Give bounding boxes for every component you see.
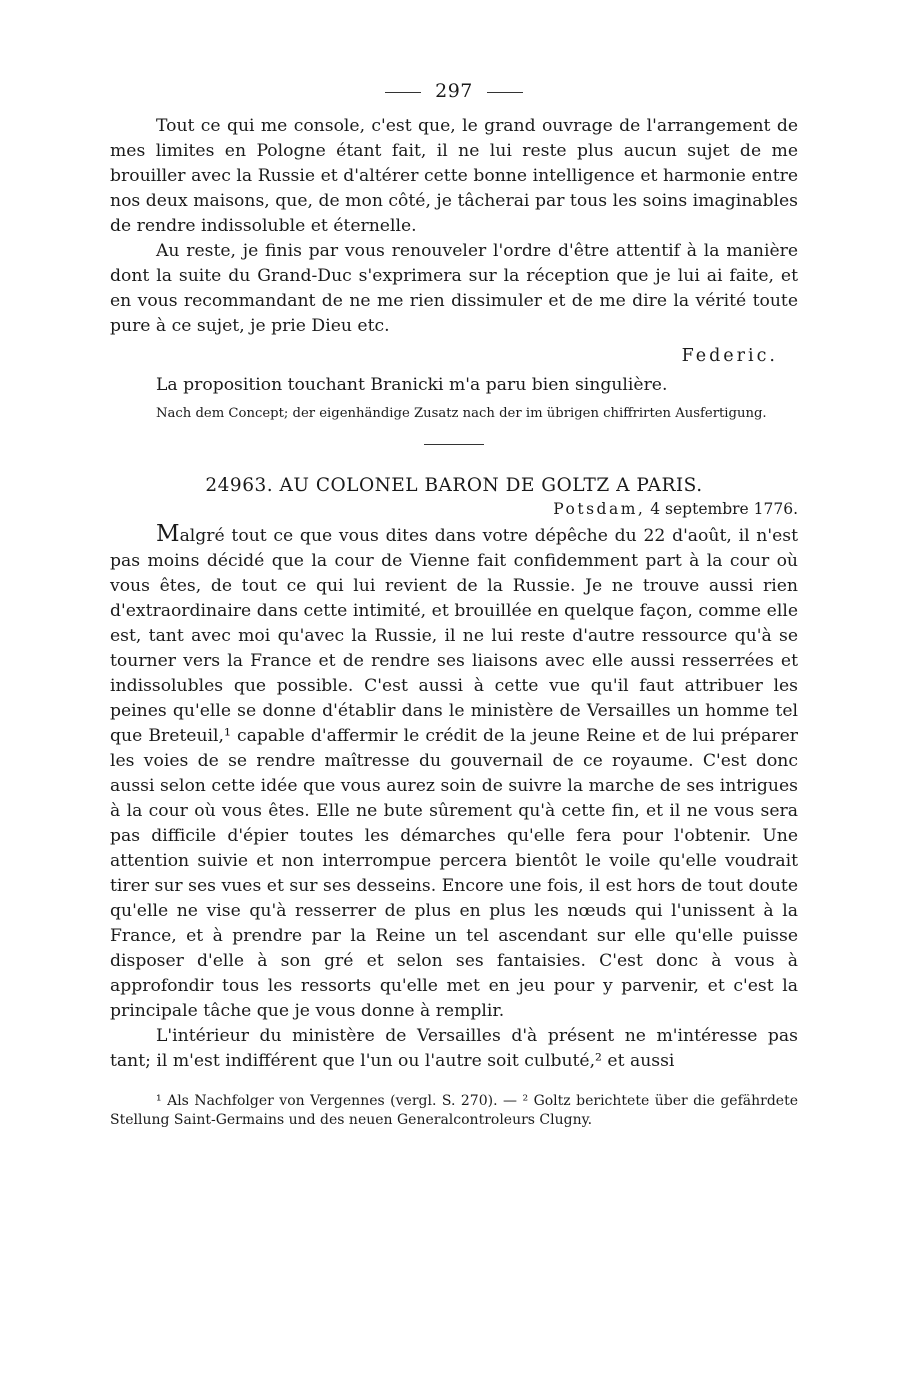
header-rule-left bbox=[385, 92, 421, 93]
header-rule-right bbox=[487, 92, 523, 93]
footnotes: ¹ Als Nachfolger von Vergennes (vergl. S. 270). — ² Goltz berichtete über die gefährdete Stellung Saint-Germains und des neuen Generalcontroleurs Clugny. bbox=[110, 1093, 798, 1128]
letter2-paragraph1-text: algré tout ce que vous dites dans votre dépêche du 22 d'août, il n'est pas moins décidé que la cour de Vienne fait confidemment part à la cour où vous êtes, de tout ce qui lui revient de la Russie. Je ne trouve aussi rien d'extraordinaire dans cette intimité, et brouillée en quelque façon, comme elle est, tant avec moi qu'avec la Russie, il ne lui reste d'autre ressource qu'à se tourner vers la France et de rendre ses liaisons avec elle aussi resserrées et indissolubles que possible. C'est aussi à cette vue qu'il faut attribuer les peines qu'elle se donne d'établir dans le ministère de Versailles un homme tel que Breteuil,¹ capable d'affermir le crédit de la jeune Reine et de lui préparer les voies de se rendre maîtresse du gouvernail de ce royaume. C'est donc aussi selon cette idée que vous aurez soin de suivre la marche de ses intrigues à la cour où vous êtes. Elle ne bute sûrement qu'à cette fin, et il ne vous sera pas difficile d'épier toutes les démarches qu'elle fera pour l'obtenir. Une attention suivie et non interrompue percera bientôt le voile qu'elle voudrait tirer sur ses vues et sur ses desseins. Encore une fois, il est hors de tout doute qu'elle ne vise qu'à resserrer de plus en plus les nœuds qui l'unissent à la France, et à prendre par la Reine un tel ascendant sur elle qu'elle puisse disposer d'elle à son gré et selon ses fantaisies. C'est donc à vous à approfondir tous les ressorts qu'elle met en jeu pour y parvenir, et c'est la principale tâche que je vous donne à remplir. bbox=[110, 526, 798, 1021]
page-number: 297 bbox=[435, 80, 473, 102]
letter2-paragraph1 bbox=[110, 522, 798, 1024]
dateline-date: 4 septembre 1776. bbox=[645, 500, 798, 518]
signature: Federic. bbox=[681, 346, 778, 366]
document-page bbox=[110, 80, 798, 1130]
section-divider bbox=[424, 444, 484, 445]
dateline-place: Potsdam, bbox=[553, 500, 646, 518]
source-note: Nach dem Concept; der eigenhändige Zusatz nach der im übrigen chiffrirten Ausfertigung. bbox=[156, 406, 767, 421]
postscript: La proposition touchant Branicki m'a paru bien singulière. bbox=[156, 375, 668, 395]
letter1-paragraph1: Tout ce qui me console, c'est que, le grand ouvrage de l'arrangement de mes limites en Pologne étant fait, il ne lui reste plus aucun sujet de me brouiller avec la Russie et d'altérer cette bonne intelligence et harmonie entre nos deux maisons, que, de mon côté, je tâcherai par tous les soins imaginables de rendre indissoluble et éternelle. bbox=[110, 116, 798, 236]
dateline bbox=[110, 498, 798, 520]
letter-title: 24963. AU COLONEL BARON DE GOLTZ A PARIS. bbox=[205, 475, 703, 496]
drop-cap: M bbox=[156, 521, 180, 547]
page-header bbox=[110, 80, 798, 102]
letter2-paragraph2: L'intérieur du ministère de Versailles d'à présent ne m'intéresse pas tant; il m'est indifférent que l'un ou l'autre soit culbuté,² et aussi bbox=[110, 1026, 798, 1071]
letter1-paragraph2: Au reste, je finis par vous renouveler l'ordre d'être attentif à la manière dont la suite du Grand-Duc s'exprimera sur la réception que je lui ai faite, et en vous recommandant de ne me rien dissimuler et de me dire la vérité toute pure à ce sujet, je prie Dieu etc. bbox=[110, 241, 798, 336]
